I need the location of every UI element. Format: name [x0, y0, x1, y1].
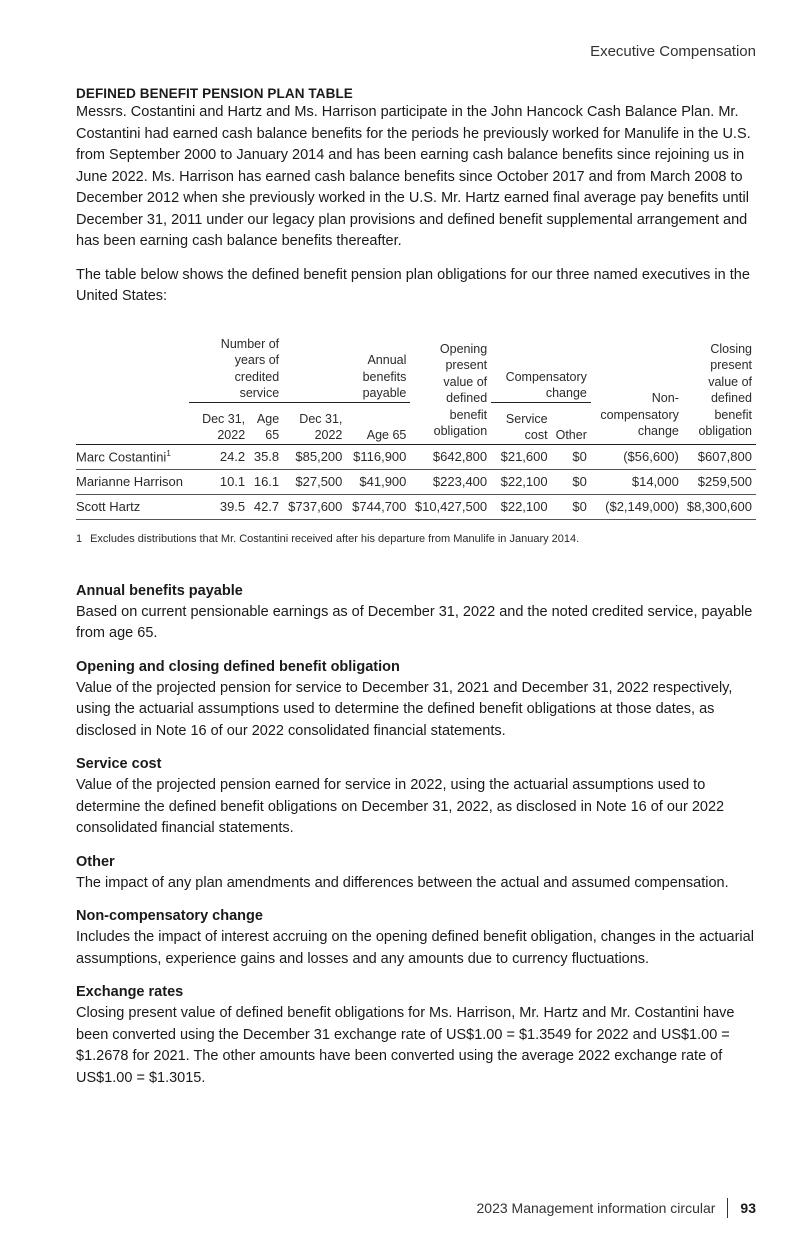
page-footer — [477, 1198, 756, 1218]
cell-years-age65: 42.7 — [249, 494, 283, 519]
header-service-cost: Service cost — [491, 402, 551, 444]
definition-heading: Annual benefits payable — [76, 582, 243, 599]
cell-closing-pv: $259,500 — [683, 469, 756, 494]
section-header: Executive Compensation — [590, 43, 756, 60]
cell-opening-pv: $223,400 — [410, 469, 491, 494]
header-years-age65: Age 65 — [249, 402, 283, 444]
cell-years-dec31: 10.1 — [189, 469, 249, 494]
cell-years-age65: 35.8 — [249, 444, 283, 469]
cell-annual-dec31: $27,500 — [283, 469, 346, 494]
definition-text: Value of the projected pension for service to December 31, 2021 and December 31, 2022 respectively, using the actuarial assumptions used to determine the defined benefit obligations at those dates, as disclosed in Note 16 of our 2022 consolidated financial statements. — [76, 679, 733, 739]
definition-text: The impact of any plan amendments and differences between the actual and assumed compensation. — [76, 874, 729, 891]
cell-annual-dec31: $737,600 — [283, 494, 346, 519]
page-title: DEFINED BENEFIT PENSION PLAN TABLE — [76, 86, 353, 101]
table-intro-paragraph: The table below shows the defined benefit pension plan obligations for our three named executives in the United States: — [76, 266, 750, 304]
definition-heading: Opening and closing defined benefit obligation — [76, 658, 400, 675]
row-name: Marc Costantini$^1$ — [76, 444, 189, 469]
header-annual-benefits: Annual benefits payable — [362, 353, 407, 400]
cell-service-cost: $22,100 — [491, 469, 551, 494]
pension-table — [76, 336, 756, 520]
header-spacer — [283, 336, 346, 403]
header-compensatory-change: Compensatory change — [505, 369, 587, 400]
cell-years-dec31: 24.2 — [189, 444, 249, 469]
cell-other: $0 — [552, 494, 591, 519]
header-years-dec31: Dec 31, 2022 — [189, 402, 249, 444]
cell-annual-age65: $116,900 — [346, 444, 410, 469]
definition-heading: Non-compensatory change — [76, 908, 263, 924]
header-name-col — [76, 402, 189, 444]
cell-noncompensatory: ($2,149,000) — [591, 494, 683, 519]
header-blank — [76, 336, 189, 403]
definition-noncompensatory — [76, 906, 756, 970]
definition-text: Based on current pensionable earnings as of December 31, 2022 and the noted credited service, payable from age 65. — [76, 603, 753, 641]
definition-heading: Exchange rates — [76, 984, 184, 1000]
cell-service-cost: $21,600 — [491, 444, 551, 469]
definition-text: Value of the projected pension earned for service in 2022, using the actuarial assumptions used to determine the defined benefit obligations on December 31, 2022, as disclosed in Note 16 of our 2022 consolidated financial statements. — [76, 777, 725, 836]
table-row — [76, 469, 756, 494]
cell-years-age65: 16.1 — [249, 469, 283, 494]
table-row — [76, 494, 756, 519]
cell-noncompensatory: $14,000 — [591, 469, 683, 494]
footnote-mark: 1 — [76, 532, 83, 545]
cell-other: $0 — [552, 469, 591, 494]
footnote-marker: 1 — [166, 448, 171, 458]
header-closing-pv: Closing present value of defined benefit obligation — [683, 336, 756, 445]
header-other: Other — [552, 402, 591, 444]
cell-opening-pv: $10,427,500 — [410, 494, 491, 519]
header-annual-dec31: Dec 31, 2022 — [283, 402, 346, 444]
cell-noncompensatory: ($56,600) — [591, 444, 683, 469]
publication-title: 2023 Management information circular — [476, 1200, 716, 1216]
cell-annual-age65: $744,700 — [346, 494, 410, 519]
cell-closing-pv: $607,800 — [683, 444, 756, 469]
main-content — [76, 86, 756, 1089]
cell-other: $0 — [552, 444, 591, 469]
header-years-credited-service: Number of years of credited service — [220, 336, 280, 400]
intro-paragraph: Messrs. Costantini and Hartz and Ms. Harrison participate in the John Hancock Cash Balance Plan. Mr. Costantini had earned cash balance benefits for the periods he previously worked for Manulife in the U.S. from September 2000 to January 2014 and has been earning cash balance benefits since rejoining us in June 2022. Ms. Harrison has earned cash balance benefits since October 2017 and from March 2008 to December 2012 when she previously worked in the U.S. Mr. Hartz earned final average pay benefits until December 31, 2011 under our legacy plan provisions and defined benefit supplemental arrangement and has been earning cash balance benefits thereafter. — [76, 104, 751, 249]
footnote-text: Excludes distributions that Mr. Costantini received after his departure from Manulife in January 2014. — [90, 532, 580, 545]
cell-annual-age65: $41,900 — [346, 469, 410, 494]
cell-opening-pv: $642,800 — [410, 444, 491, 469]
definition-obligation — [76, 657, 756, 743]
definition-annual-benefits — [76, 581, 756, 645]
definition-other — [76, 852, 756, 895]
header-noncompensatory-change: Non-compensatory change — [591, 336, 683, 445]
header-annual-age65: Age 65 — [346, 402, 410, 444]
cell-annual-dec31: $85,200 — [283, 444, 346, 469]
footer-divider — [727, 1198, 728, 1218]
definition-heading: Other — [76, 853, 115, 870]
header-opening-pv: Opening present value of defined benefit obligation — [410, 336, 491, 445]
page-number: 93 — [740, 1200, 756, 1216]
row-name: Scott Hartz — [76, 494, 189, 519]
definition-exchange-rates — [76, 982, 756, 1089]
row-name: Marianne Harrison — [76, 469, 189, 494]
definition-service-cost — [76, 754, 756, 840]
table-footnote — [76, 533, 756, 545]
definition-heading: Service cost — [76, 756, 162, 772]
cell-years-dec31: 39.5 — [189, 494, 249, 519]
definition-text: Includes the impact of interest accruing on the opening defined benefit obligation, changes in the actuarial assumptions, experience gains and losses and any amounts due to currency fluctuations. — [76, 929, 754, 967]
cell-closing-pv: $8,300,600 — [683, 494, 756, 519]
table-row — [76, 444, 756, 469]
cell-service-cost: $22,100 — [491, 494, 551, 519]
definition-text: Closing present value of defined benefit obligations for Ms. Harrison, Mr. Hartz and Mr. Costantini have been converted using the December 31 exchange rate of US$1.00 = $1.3549 for 2022 and US$1.00 = $1.2678 for 2021. The other amounts have been converted using the average 2022 exchange rate of US$1.00 = $1.3015. — [76, 1005, 735, 1086]
